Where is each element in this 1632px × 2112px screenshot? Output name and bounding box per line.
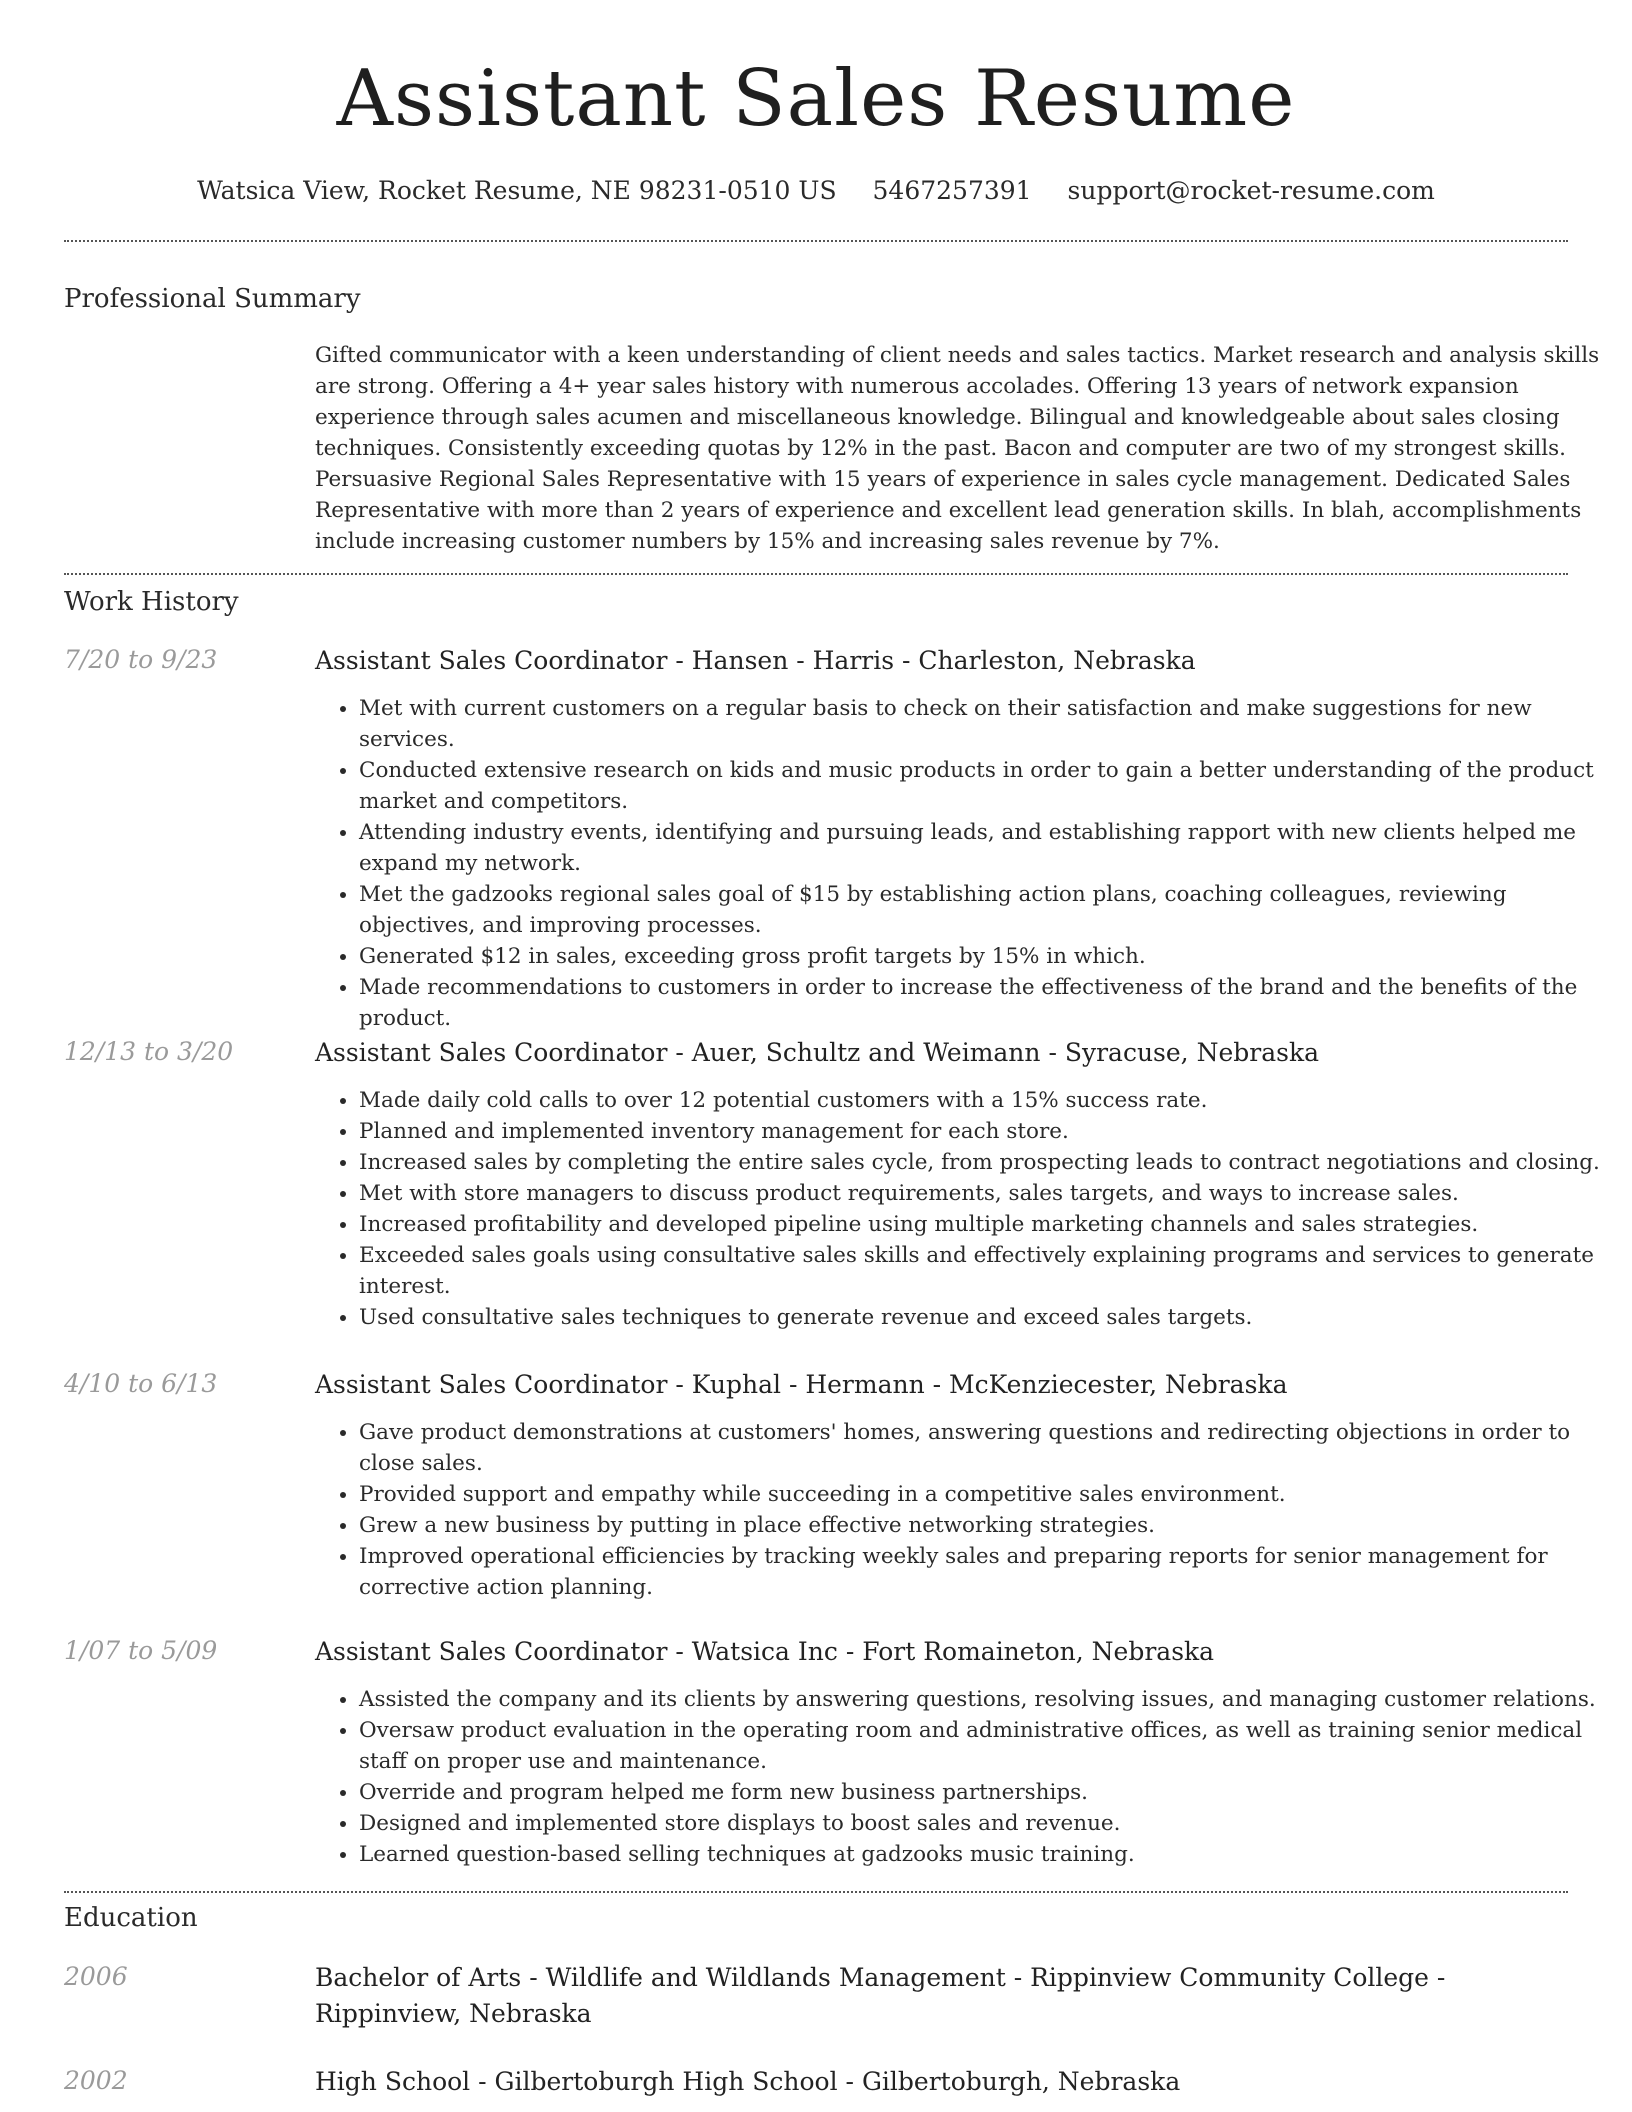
list-item: • Grew a new business by putting in place effective networking strategies. xyxy=(359,1510,1619,1541)
list-item: • Increased sales by completing the entire sales cycle, from prospecting leads to contract negotiations and closing. xyxy=(359,1147,1619,1178)
work-history-heading: Work History xyxy=(64,587,239,617)
list-item: • Met with current customers on a regular basis to check on their satisfaction and make suggestions for new services. xyxy=(359,693,1619,755)
list-item: • Met with store managers to discuss product requirements, sales targets, and ways to increase sales. xyxy=(359,1178,1619,1209)
job-bullets xyxy=(315,1417,1619,1603)
list-item: • Provided support and empathy while succeeding in a competitive sales environment. xyxy=(359,1479,1619,1510)
contact-email: support@rocket-resume.com xyxy=(1067,176,1435,205)
contact-address: Watsica View, Rocket Resume, NE 98231-0510 US xyxy=(197,176,837,205)
job-title: Assistant Sales Coordinator - Hansen - Harris - Charleston, Nebraska xyxy=(315,646,1196,675)
education-year: 2002 xyxy=(64,2066,128,2095)
education-title: High School - Gilbertoburgh High School - Gilbertoburgh, Nebraska xyxy=(315,2067,1181,2096)
list-item: • Gave product demonstrations at customers' homes, answering questions and redirecting objections in order to close sales. xyxy=(359,1417,1619,1479)
list-item: • Attending industry events, identifying and pursuing leads, and establishing rapport with new clients helped me expand my network. xyxy=(359,817,1619,879)
job-title: Assistant Sales Coordinator - Watsica Inc - Fort Romaineton, Nebraska xyxy=(315,1637,1215,1666)
job-dates: 7/20 to 9/23 xyxy=(64,645,218,674)
list-item: • Made daily cold calls to over 12 potential customers with a 15% success rate. xyxy=(359,1085,1619,1116)
list-item: • Learned question-based selling techniques at gadzooks music training. xyxy=(359,1839,1619,1870)
list-item: • Increased profitability and developed pipeline using multiple marketing channels and sales strategies. xyxy=(359,1209,1619,1240)
job-title: Assistant Sales Coordinator - Auer, Schultz and Weimann - Syracuse, Nebraska xyxy=(315,1038,1319,1067)
contact-phone: 5467257391 xyxy=(872,176,1032,205)
job-bullets xyxy=(315,1085,1619,1333)
list-item: • Override and program helped me form new business partnerships. xyxy=(359,1777,1619,1808)
list-item: • Used consultative sales techniques to generate revenue and exceed sales targets. xyxy=(359,1302,1619,1333)
summary-heading: Professional Summary xyxy=(64,284,361,314)
section-divider xyxy=(64,240,1568,242)
list-item: • Met the gadzooks regional sales goal of $15 by establishing action plans, coaching colleagues, reviewing objectives, and improving processes. xyxy=(359,879,1619,941)
job-dates: 1/07 to 5/09 xyxy=(64,1636,218,1665)
list-item: • Made recommendations to customers in order to increase the effectiveness of the brand and the benefits of the product. xyxy=(359,972,1619,1034)
resume-page xyxy=(64,0,1600,2096)
section-divider xyxy=(64,573,1568,575)
job-bullets xyxy=(315,1684,1619,1870)
list-item: • Oversaw product evaluation in the operating room and administrative offices, as well as training senior medical staff on proper use and maintenance. xyxy=(359,1715,1619,1777)
list-item: • Conducted extensive research on kids and music products in order to gain a better understanding of the product market and competitors. xyxy=(359,755,1619,817)
education-year: 2006 xyxy=(64,1962,128,1991)
job-title: Assistant Sales Coordinator - Kuphal - Hermann - McKenziecester, Nebraska xyxy=(315,1370,1288,1399)
list-item: • Generated $12 in sales, exceeding gross profit targets by 15% in which. xyxy=(359,941,1619,972)
education-title: Bachelor of Arts - Wildlife and Wildlands Management - Rippinview Community College - Rippinview, Nebraska xyxy=(315,1963,1446,2028)
list-item: • Exceeded sales goals using consultative sales skills and effectively explaining programs and services to generate interest. xyxy=(359,1240,1619,1302)
job-dates: 4/10 to 6/13 xyxy=(64,1369,218,1398)
list-item: • Planned and implemented inventory management for each store. xyxy=(359,1116,1619,1147)
job-dates: 12/13 to 3/20 xyxy=(64,1037,234,1066)
list-item: • Assisted the company and its clients by answering questions, resolving issues, and managing customer relations. xyxy=(359,1684,1619,1715)
list-item: • Designed and implemented store displays to boost sales and revenue. xyxy=(359,1808,1619,1839)
section-divider xyxy=(64,1891,1568,1893)
education-heading: Education xyxy=(64,1903,198,1933)
summary-text: Gifted communicator with a keen understanding of client needs and sales tactics. Market research and analysis skills are strong. Offering a 4+ year sales history with numerous accolades. Offering 13 years of network expansion experience through sales acumen and miscellaneous knowledge. Bilingual and knowledgeable about sales closing techniques. Consistently exceeding quotas by 12% in the past. Bacon and computer are two of my strongest skills. Persuasive Regional Sales Representative with 15 years of experience in sales cycle management. Dedicated Sales Representative with more than 2 years of experience and excellent lead generation skills. In blah, accomplishments include increasing customer numbers by 15% and increasing sales revenue by 7%. xyxy=(315,343,1600,554)
list-item: • Improved operational efficiencies by tracking weekly sales and preparing reports for senior management for corrective action planning. xyxy=(359,1541,1619,1603)
resume-title: Assistant Sales Resume xyxy=(336,54,1296,144)
contact-info xyxy=(64,174,1568,208)
job-bullets xyxy=(315,693,1619,1034)
